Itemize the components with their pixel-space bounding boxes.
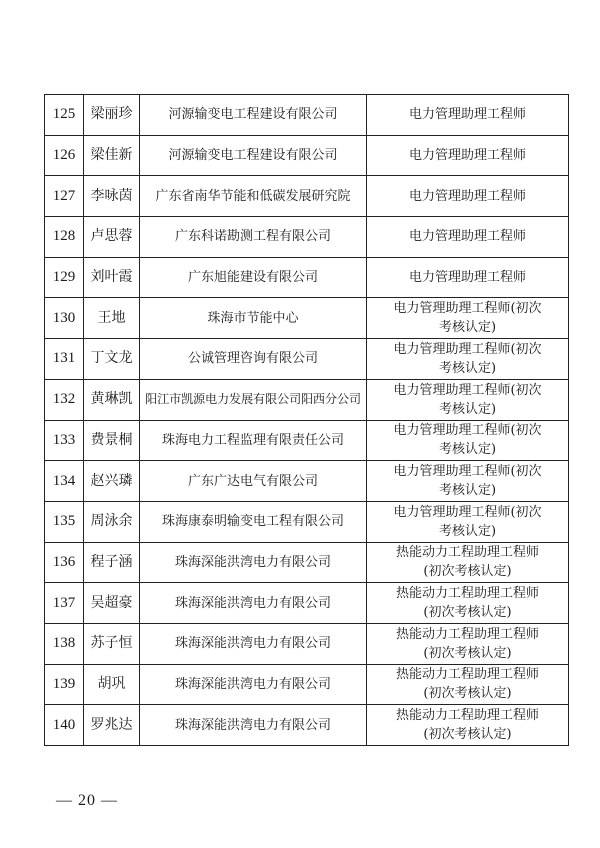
- company-name: 珠海深能洪湾电力有限公司: [140, 623, 367, 664]
- qualification-line-1: 热能动力工程助理工程师: [395, 708, 539, 724]
- table-row: [45, 298, 569, 339]
- qualification-line-1: 电力管理助理工程师: [408, 229, 526, 245]
- qualification-line-1: 电力管理助理工程师: [408, 107, 526, 123]
- row-number: 136: [45, 542, 84, 583]
- person-name: 刘叶霞: [84, 257, 140, 298]
- table-body: [45, 95, 569, 746]
- person-name: 梁丽珍: [84, 95, 140, 136]
- qualification-title: [367, 623, 569, 664]
- person-name: 费景桐: [84, 420, 140, 461]
- qualification-title: [367, 217, 569, 258]
- qualification-title: [367, 135, 569, 176]
- qualification-title: [367, 95, 569, 136]
- person-name: 周泳余: [84, 501, 140, 542]
- qualification-title: [367, 501, 569, 542]
- row-number: 131: [45, 339, 84, 380]
- row-number: 133: [45, 420, 84, 461]
- qualification-line-1: 电力管理助理工程师: [408, 188, 526, 204]
- qualification-line-2: 考核认定): [438, 442, 497, 458]
- person-name: 丁文龙: [84, 339, 140, 380]
- company-name: 广东科诺勘测工程有限公司: [140, 217, 367, 258]
- qualification-line-2: 考核认定): [438, 360, 497, 376]
- row-number: 137: [45, 583, 84, 624]
- qualification-title: [367, 705, 569, 746]
- company-name: 公诚管理咨询有限公司: [140, 339, 367, 380]
- qualification-line-1: 电力管理助理工程师(初次: [393, 504, 542, 520]
- company-name: 珠海深能洪湾电力有限公司: [140, 664, 367, 705]
- person-name: 李咏茵: [84, 176, 140, 217]
- person-name: 胡巩: [84, 664, 140, 705]
- qualification-line-2: 考核认定): [438, 320, 497, 336]
- company-name: 河源输变电工程建设有限公司: [140, 135, 367, 176]
- company-name: 珠海深能洪湾电力有限公司: [140, 583, 367, 624]
- qualification-title: [367, 379, 569, 420]
- row-number: 126: [45, 135, 84, 176]
- table-row: [45, 379, 569, 420]
- table-row: [45, 135, 569, 176]
- row-number: 138: [45, 623, 84, 664]
- qualification-line-1: 电力管理助理工程师(初次: [393, 301, 542, 317]
- row-number: 127: [45, 176, 84, 217]
- qualification-title: [367, 176, 569, 217]
- table-row: [45, 176, 569, 217]
- person-name: 苏子恒: [84, 623, 140, 664]
- person-name: 赵兴璘: [84, 461, 140, 502]
- row-number: 128: [45, 217, 84, 258]
- qualification-line-1: 热能动力工程助理工程师: [395, 586, 539, 602]
- qualification-line-1: 电力管理助理工程师(初次: [393, 382, 542, 398]
- qualification-title: [367, 583, 569, 624]
- qualification-line-1: 热能动力工程助理工程师: [395, 667, 539, 683]
- qualification-line-2: (初次考核认定): [423, 645, 512, 661]
- table-row: [45, 501, 569, 542]
- personnel-table: [44, 94, 569, 746]
- row-number: 129: [45, 257, 84, 298]
- row-number: 140: [45, 705, 84, 746]
- company-name: 阳江市凯源电力发展有限公司阳西分公司: [140, 379, 367, 420]
- table-row: [45, 461, 569, 502]
- qualification-line-2: (初次考核认定): [423, 564, 512, 580]
- company-name: 珠海康泰明输变电工程有限公司: [140, 501, 367, 542]
- qualification-title: [367, 542, 569, 583]
- qualification-line-1: 热能动力工程助理工程师: [395, 545, 539, 561]
- table-row: [45, 95, 569, 136]
- qualification-title: [367, 420, 569, 461]
- table-row: [45, 217, 569, 258]
- person-name: 吴超豪: [84, 583, 140, 624]
- company-name: 广东广达电气有限公司: [140, 461, 367, 502]
- page-number: — 20 —: [56, 792, 118, 809]
- row-number: 130: [45, 298, 84, 339]
- qualification-line-2: 考核认定): [438, 523, 497, 539]
- person-name: 梁佳新: [84, 135, 140, 176]
- person-name: 卢思蓉: [84, 217, 140, 258]
- qualification-line-2: 考核认定): [438, 401, 497, 417]
- company-name: 河源输变电工程建设有限公司: [140, 95, 367, 136]
- qualification-line-2: (初次考核认定): [423, 605, 512, 621]
- table-row: [45, 705, 569, 746]
- table-row: [45, 664, 569, 705]
- qualification-line-1: 电力管理助理工程师: [408, 148, 526, 164]
- qualification-title: [367, 664, 569, 705]
- person-name: 黄琳凯: [84, 379, 140, 420]
- qualification-line-2: (初次考核认定): [423, 686, 512, 702]
- company-name: 珠海电力工程监理有限责任公司: [140, 420, 367, 461]
- table-row: [45, 542, 569, 583]
- row-number: 125: [45, 95, 84, 136]
- company-name: 广东旭能建设有限公司: [140, 257, 367, 298]
- table-row: [45, 257, 569, 298]
- row-number: 135: [45, 501, 84, 542]
- table-row: [45, 339, 569, 380]
- person-name: 王地: [84, 298, 140, 339]
- qualification-title: [367, 461, 569, 502]
- qualification-line-2: (初次考核认定): [423, 727, 512, 743]
- row-number: 139: [45, 664, 84, 705]
- qualification-line-1: 电力管理助理工程师(初次: [393, 341, 542, 357]
- row-number: 132: [45, 379, 84, 420]
- qualification-title: [367, 257, 569, 298]
- company-name: 珠海深能洪湾电力有限公司: [140, 542, 367, 583]
- qualification-line-2: 考核认定): [438, 483, 497, 499]
- qualification-line-1: 电力管理助理工程师(初次: [393, 423, 542, 439]
- qualification-title: [367, 339, 569, 380]
- company-name: 珠海市节能中心: [140, 298, 367, 339]
- person-name: 罗兆达: [84, 705, 140, 746]
- company-name: 珠海深能洪湾电力有限公司: [140, 705, 367, 746]
- qualification-line-1: 电力管理助理工程师(初次: [393, 464, 542, 480]
- qualification-line-1: 热能动力工程助理工程师: [395, 626, 539, 642]
- person-name: 程子涵: [84, 542, 140, 583]
- table-row: [45, 583, 569, 624]
- row-number: 134: [45, 461, 84, 502]
- qualification-line-1: 电力管理助理工程师: [408, 270, 526, 286]
- qualification-title: [367, 298, 569, 339]
- company-name: 广东省南华节能和低碳发展研究院: [140, 176, 367, 217]
- table-row: [45, 420, 569, 461]
- table-row: [45, 623, 569, 664]
